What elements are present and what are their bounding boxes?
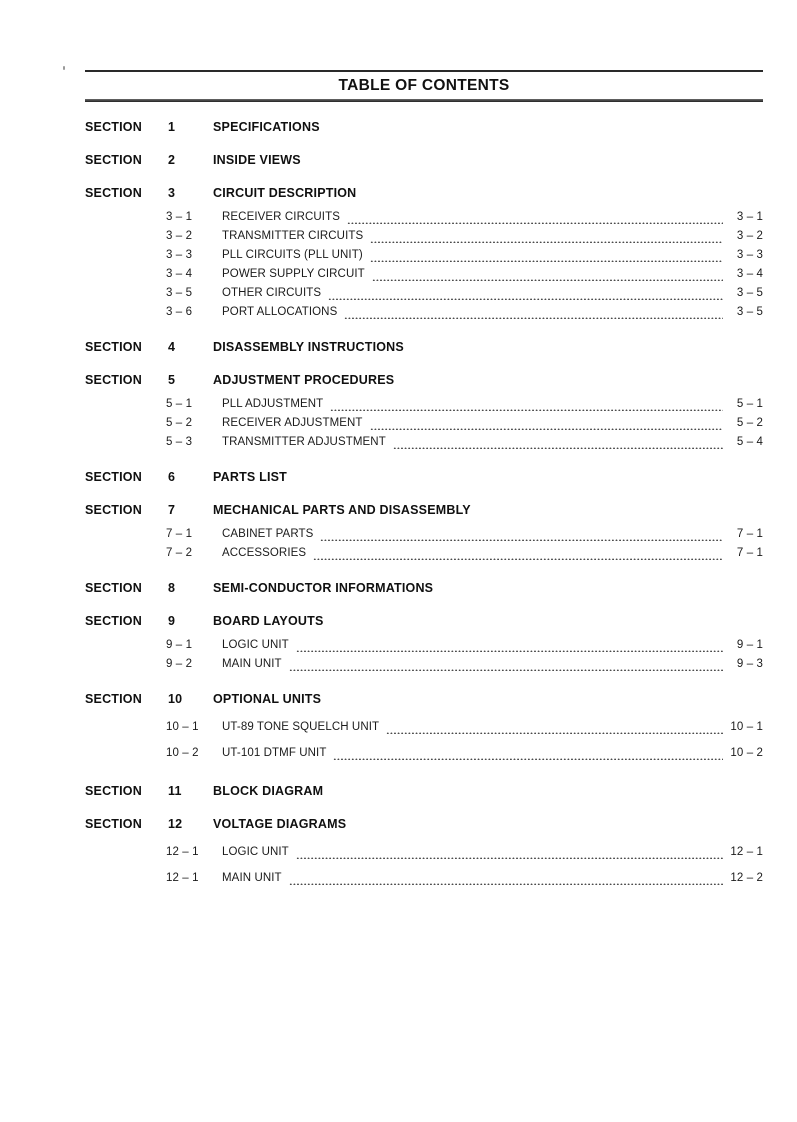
section-title: BOARD LAYOUTS — [213, 614, 324, 628]
toc-section — [85, 372, 763, 452]
item-number: 5 – 1 — [166, 398, 193, 410]
toc-item-row — [85, 284, 763, 303]
toc-section — [85, 816, 763, 891]
toc-header — [85, 70, 763, 102]
item-number: 3 – 2 — [166, 230, 193, 242]
item-title: TRANSMITTER ADJUSTMENT — [222, 436, 386, 448]
section-title: BLOCK DIAGRAM — [213, 784, 324, 798]
item-number: 9 – 2 — [166, 658, 193, 670]
section-row — [85, 580, 763, 596]
item-number: 3 – 5 — [166, 287, 193, 299]
toc-item-row — [85, 303, 763, 322]
section-title: OPTIONAL UNITS — [213, 692, 322, 706]
section-number: 3 — [168, 186, 176, 200]
toc-section — [85, 783, 763, 799]
toc-item-row — [85, 714, 763, 740]
dot-leader — [289, 882, 723, 885]
item-title: UT-101 DTMF UNIT — [222, 747, 327, 759]
item-title: UT-89 TONE SQUELCH UNIT — [222, 721, 380, 733]
section-label: SECTION — [85, 692, 142, 706]
item-title: ACCESSORIES — [222, 547, 307, 559]
section-row — [85, 339, 763, 355]
section-title: SPECIFICATIONS — [213, 120, 320, 134]
item-number: 3 – 1 — [166, 211, 193, 223]
item-number: 3 – 6 — [166, 306, 193, 318]
section-label: SECTION — [85, 470, 142, 484]
toc-item-row — [85, 208, 763, 227]
item-page-number: 5 – 4 — [736, 436, 763, 448]
item-title: MAIN UNIT — [222, 872, 282, 884]
item-page-number: 5 – 2 — [736, 417, 763, 429]
section-title: DISASSEMBLY INSTRUCTIONS — [213, 340, 404, 354]
dot-leader — [386, 731, 723, 734]
dot-leader — [344, 316, 723, 319]
section-title: SEMI-CONDUCTOR INFORMATIONS — [213, 581, 434, 595]
toc-item-row — [85, 246, 763, 265]
item-page-number: 3 – 5 — [736, 287, 763, 299]
item-page-number: 3 – 3 — [736, 249, 763, 261]
dot-leader — [313, 557, 723, 560]
toc-list — [85, 119, 763, 891]
section-number: 11 — [168, 784, 182, 798]
section-label: SECTION — [85, 153, 142, 167]
toc-section — [85, 119, 763, 135]
item-page-number: 3 – 5 — [736, 306, 763, 318]
document-page — [85, 70, 763, 891]
item-title: CABINET PARTS — [222, 528, 314, 540]
toc-item-row — [85, 655, 763, 674]
toc-item-row — [85, 265, 763, 284]
section-label: SECTION — [85, 373, 142, 387]
dot-leader — [289, 668, 723, 671]
item-title: RECEIVER ADJUSTMENT — [222, 417, 363, 429]
item-number: 10 – 2 — [166, 747, 199, 759]
item-title: LOGIC UNIT — [222, 639, 289, 651]
item-title: PORT ALLOCATIONS — [222, 306, 338, 318]
toc-item-row — [85, 395, 763, 414]
toc-section — [85, 613, 763, 674]
section-row — [85, 783, 763, 799]
toc-section — [85, 339, 763, 355]
section-number: 9 — [168, 614, 176, 628]
dot-leader — [393, 446, 723, 449]
section-number: 5 — [168, 373, 176, 387]
item-page-number: 12 – 2 — [730, 872, 763, 884]
toc-item-row — [85, 544, 763, 563]
toc-item-row — [85, 865, 763, 891]
item-number: 12 – 1 — [166, 846, 199, 858]
section-number: 12 — [168, 817, 183, 831]
toc-item-row — [85, 227, 763, 246]
section-label: SECTION — [85, 340, 142, 354]
item-title: RECEIVER CIRCUITS — [222, 211, 340, 223]
item-number: 3 – 3 — [166, 249, 193, 261]
item-title: PLL CIRCUITS (PLL UNIT) — [222, 249, 363, 261]
item-number: 7 – 2 — [166, 547, 193, 559]
toc-section — [85, 469, 763, 485]
item-page-number: 9 – 3 — [736, 658, 763, 670]
section-label: SECTION — [85, 186, 142, 200]
section-label: SECTION — [85, 120, 142, 134]
toc-item-row — [85, 636, 763, 655]
section-items — [85, 636, 763, 674]
dot-leader — [296, 649, 723, 652]
item-number: 3 – 4 — [166, 268, 193, 280]
toc-item-row — [85, 740, 763, 766]
section-label: SECTION — [85, 503, 142, 517]
item-number: 10 – 1 — [166, 721, 199, 733]
dot-leader — [330, 408, 723, 411]
dot-leader — [333, 757, 723, 760]
page-title: TABLE OF CONTENTS — [338, 77, 510, 94]
item-number: 5 – 2 — [166, 417, 193, 429]
section-number: 7 — [168, 503, 176, 517]
section-label: SECTION — [85, 817, 142, 831]
header-rule — [85, 99, 763, 102]
dot-leader — [296, 856, 723, 859]
section-title: VOLTAGE DIAGRAMS — [213, 817, 347, 831]
toc-item-row — [85, 525, 763, 544]
item-page-number: 9 – 1 — [736, 639, 763, 651]
dot-leader — [370, 427, 723, 430]
toc-section — [85, 152, 763, 168]
toc-section — [85, 185, 763, 322]
section-number: 1 — [168, 120, 176, 134]
item-number: 12 – 1 — [166, 872, 199, 884]
item-page-number: 3 – 4 — [736, 268, 763, 280]
section-number: 8 — [168, 581, 176, 595]
section-items — [85, 208, 763, 322]
section-title: MECHANICAL PARTS AND DISASSEMBLY — [213, 503, 471, 517]
section-items — [85, 395, 763, 452]
section-row — [85, 185, 763, 201]
section-title: INSIDE VIEWS — [213, 153, 301, 167]
section-items — [85, 525, 763, 563]
section-label: SECTION — [85, 581, 142, 595]
item-title: MAIN UNIT — [222, 658, 282, 670]
item-number: 9 – 1 — [166, 639, 193, 651]
item-title: POWER SUPPLY CIRCUIT — [222, 268, 365, 280]
section-label: SECTION — [85, 614, 142, 628]
section-number: 10 — [168, 692, 183, 706]
item-page-number: 3 – 2 — [736, 230, 763, 242]
dot-leader — [347, 221, 723, 224]
toc-item-row — [85, 839, 763, 865]
section-row — [85, 613, 763, 629]
dot-leader — [370, 240, 723, 243]
item-title: LOGIC UNIT — [222, 846, 289, 858]
toc-section — [85, 691, 763, 766]
item-title: TRANSMITTER CIRCUITS — [222, 230, 364, 242]
section-row — [85, 469, 763, 485]
item-number: 7 – 1 — [166, 528, 193, 540]
section-items — [85, 839, 763, 891]
section-row — [85, 691, 763, 707]
section-row — [85, 372, 763, 388]
section-row — [85, 502, 763, 518]
dot-leader — [328, 297, 723, 300]
section-number: 4 — [168, 340, 176, 354]
item-page-number: 10 – 1 — [730, 721, 763, 733]
section-title: ADJUSTMENT PROCEDURES — [213, 373, 395, 387]
section-number: 2 — [168, 153, 176, 167]
dot-leader — [370, 259, 723, 262]
item-title: PLL ADJUSTMENT — [222, 398, 324, 410]
item-page-number: 12 – 1 — [730, 846, 763, 858]
dot-leader — [320, 538, 723, 541]
toc-item-row — [85, 414, 763, 433]
toc-section — [85, 580, 763, 596]
item-page-number: 7 – 1 — [736, 528, 763, 540]
section-items — [85, 714, 763, 766]
item-page-number: 3 – 1 — [736, 211, 763, 223]
dot-leader — [372, 278, 723, 281]
section-number: 6 — [168, 470, 176, 484]
section-label: SECTION — [85, 784, 142, 798]
item-page-number: 5 – 1 — [736, 398, 763, 410]
item-number: 5 – 3 — [166, 436, 193, 448]
toc-section — [85, 502, 763, 563]
scan-speck — [63, 66, 65, 70]
item-page-number: 7 – 1 — [736, 547, 763, 559]
section-row — [85, 119, 763, 135]
section-row — [85, 152, 763, 168]
section-title: CIRCUIT DESCRIPTION — [213, 186, 357, 200]
section-row — [85, 816, 763, 832]
section-title: PARTS LIST — [213, 470, 287, 484]
item-page-number: 10 – 2 — [730, 747, 763, 759]
item-title: OTHER CIRCUITS — [222, 287, 322, 299]
toc-item-row — [85, 433, 763, 452]
